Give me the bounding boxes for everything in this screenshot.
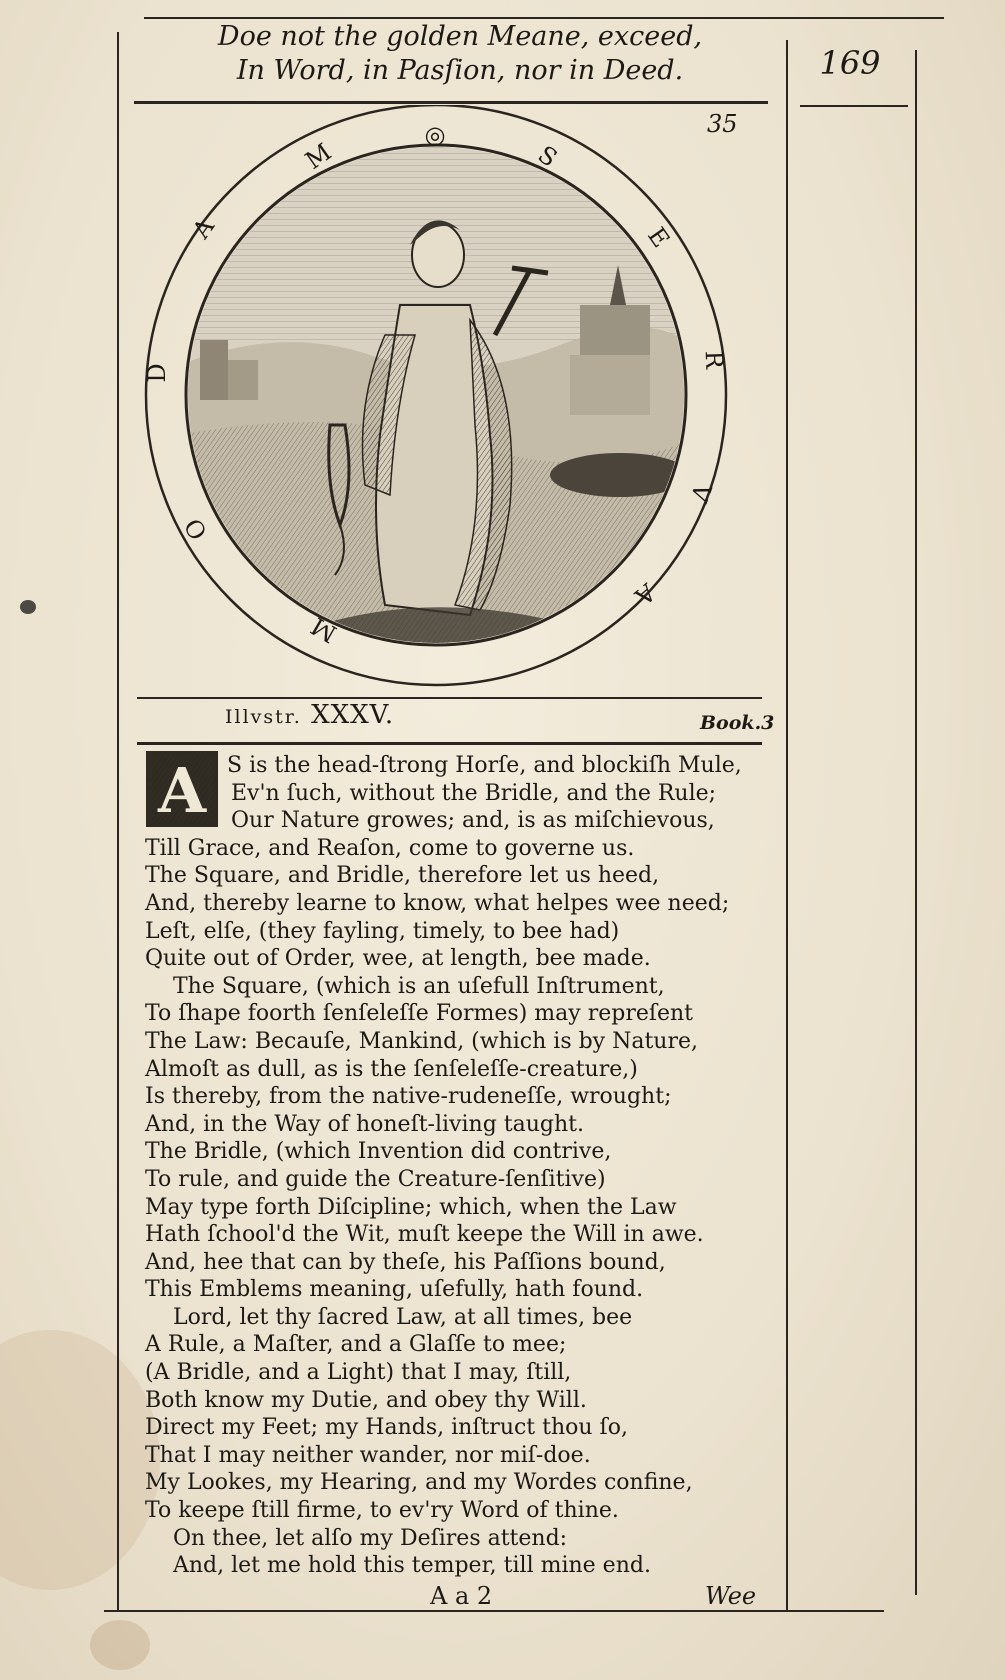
poem-line: My Lookes, my Hearing, and my Wordes confine, (145, 1470, 693, 1496)
bottom-rule (104, 1610, 884, 1612)
caption-rule (137, 742, 762, 745)
poem-line: Till Grace, and Reaſon, come to governe us. (145, 835, 635, 861)
ring-letter: ◎ (424, 121, 446, 149)
poem-line: Hath ſchool'd the Wit, muſt keepe the Will in awe. (145, 1222, 704, 1248)
poem-line: To rule, and guide the Creature-ſenſitive) (145, 1166, 606, 1192)
column-divider (786, 40, 788, 1612)
ring-letter: R (699, 350, 729, 370)
castle-wall-icon (228, 360, 258, 400)
emblem-engraving (140, 105, 765, 695)
motto-line-1: Doe not the golden Meane, exceed, (217, 21, 703, 52)
house-icon (570, 355, 650, 415)
book-reference: Book.3 (700, 712, 775, 734)
caption-prefix: Illvstr. (225, 706, 302, 728)
emblem-bottom-rule (137, 697, 762, 699)
ring-letter: D (143, 363, 171, 383)
poem-line: Both know my Dutie, and obey thy Will. (145, 1387, 587, 1413)
poem-line: To ſhape foorth ſenſeleſſe Formes) may repreſent (145, 1001, 694, 1027)
poem (145, 752, 742, 1580)
ring-letter: E (642, 222, 676, 253)
poem-line: May type forth Diſcipline; which, when the Law (145, 1194, 677, 1220)
poem-line: And, thereby learne to know, what helpes wee need; (145, 890, 730, 916)
poem-line: Almoſt as dull, as is the ſenſeleſſe-creature,) (145, 1056, 638, 1082)
pagenum-rule (800, 105, 908, 107)
poem-line: And, in the Way of honeſt-living taught. (145, 1111, 584, 1137)
left-border (117, 32, 119, 1612)
catchword: Wee (705, 1582, 757, 1610)
poem-line: Our Nature growes; and, is as miſchievous, (231, 808, 715, 834)
bushes (550, 453, 690, 497)
poem-line: And, hee that can by theſe, his Paſſions bound, (145, 1249, 666, 1275)
poem-line: The Square, and Bridle, therefore let us heed, (145, 863, 660, 889)
poem-line: Ev'n ſuch, without the Bridle, and the Rule; (231, 780, 717, 806)
poem-line: The Law: Becauſe, Mankind, (which is by Nature, (145, 1028, 699, 1054)
foxing-stain (0, 1330, 160, 1590)
poem-line: A Rule, a Maſter, and a Glaſſe to mee; (145, 1332, 567, 1358)
poem-line: Lord, let thy ſacred Law, at all times, bee (173, 1304, 633, 1330)
poem-line: And, let me hold this temper, till mine end. (173, 1553, 651, 1579)
ring-letter: O (179, 513, 214, 545)
signature-mark: A a 2 (430, 1582, 493, 1610)
poem-line: The Bridle, (which Invention did contrive, (145, 1139, 612, 1165)
poem-line: This Emblems meaning, uſefully, hath found. (145, 1277, 644, 1303)
motto-line-2: In Word, in Pasſion, nor in Deed. (236, 55, 684, 86)
poem-line: That I may neither wander, nor miſ-doe. (145, 1442, 591, 1468)
poem-line: The Square, (which is an uſefull Inſtrument, (173, 973, 665, 999)
ring-letter: M (306, 611, 342, 649)
poem-line: To keepe ſtill firme, to ev'ry Word of thine. (145, 1498, 619, 1524)
foxing-stain (90, 1620, 150, 1670)
top-rule (144, 17, 944, 19)
ring-letter: A (629, 577, 661, 611)
poem-line: Is thereby, from the native-rudeneſſe, wrought; (145, 1084, 672, 1110)
poem-line: (A Bridle, and a Light) that I may, ſtill, (145, 1360, 572, 1386)
initial-letter: A (157, 754, 207, 827)
castle-tower-icon (200, 340, 228, 400)
header-rule (134, 101, 768, 104)
caption-numeral: XXXV. (311, 700, 395, 730)
ring-letter: A (187, 213, 220, 244)
ring-letter: M (300, 137, 337, 175)
ring-letter: V (684, 479, 717, 506)
poem-line: On thee, let alſo my Deſires attend: (173, 1525, 568, 1551)
poem-line-1: S is the head-ſtrong Horſe, and blockiſh Mule, (227, 753, 742, 778)
poem-line: Direct my Feet; my Hands, inſtruct thou ſo, (145, 1415, 628, 1441)
ring-letter: S (532, 140, 563, 173)
poem-line: Quite out of Order, wee, at length, bee made. (145, 946, 651, 972)
ink-spot (20, 600, 36, 614)
poem-line: Leſt, elſe, (they fayling, timely, to bee had) (145, 918, 620, 944)
illustration-caption (225, 700, 394, 730)
right-border (915, 50, 917, 1595)
plate-number: 35 (707, 110, 738, 138)
page-number: 169 (819, 44, 881, 82)
motto (140, 20, 780, 88)
